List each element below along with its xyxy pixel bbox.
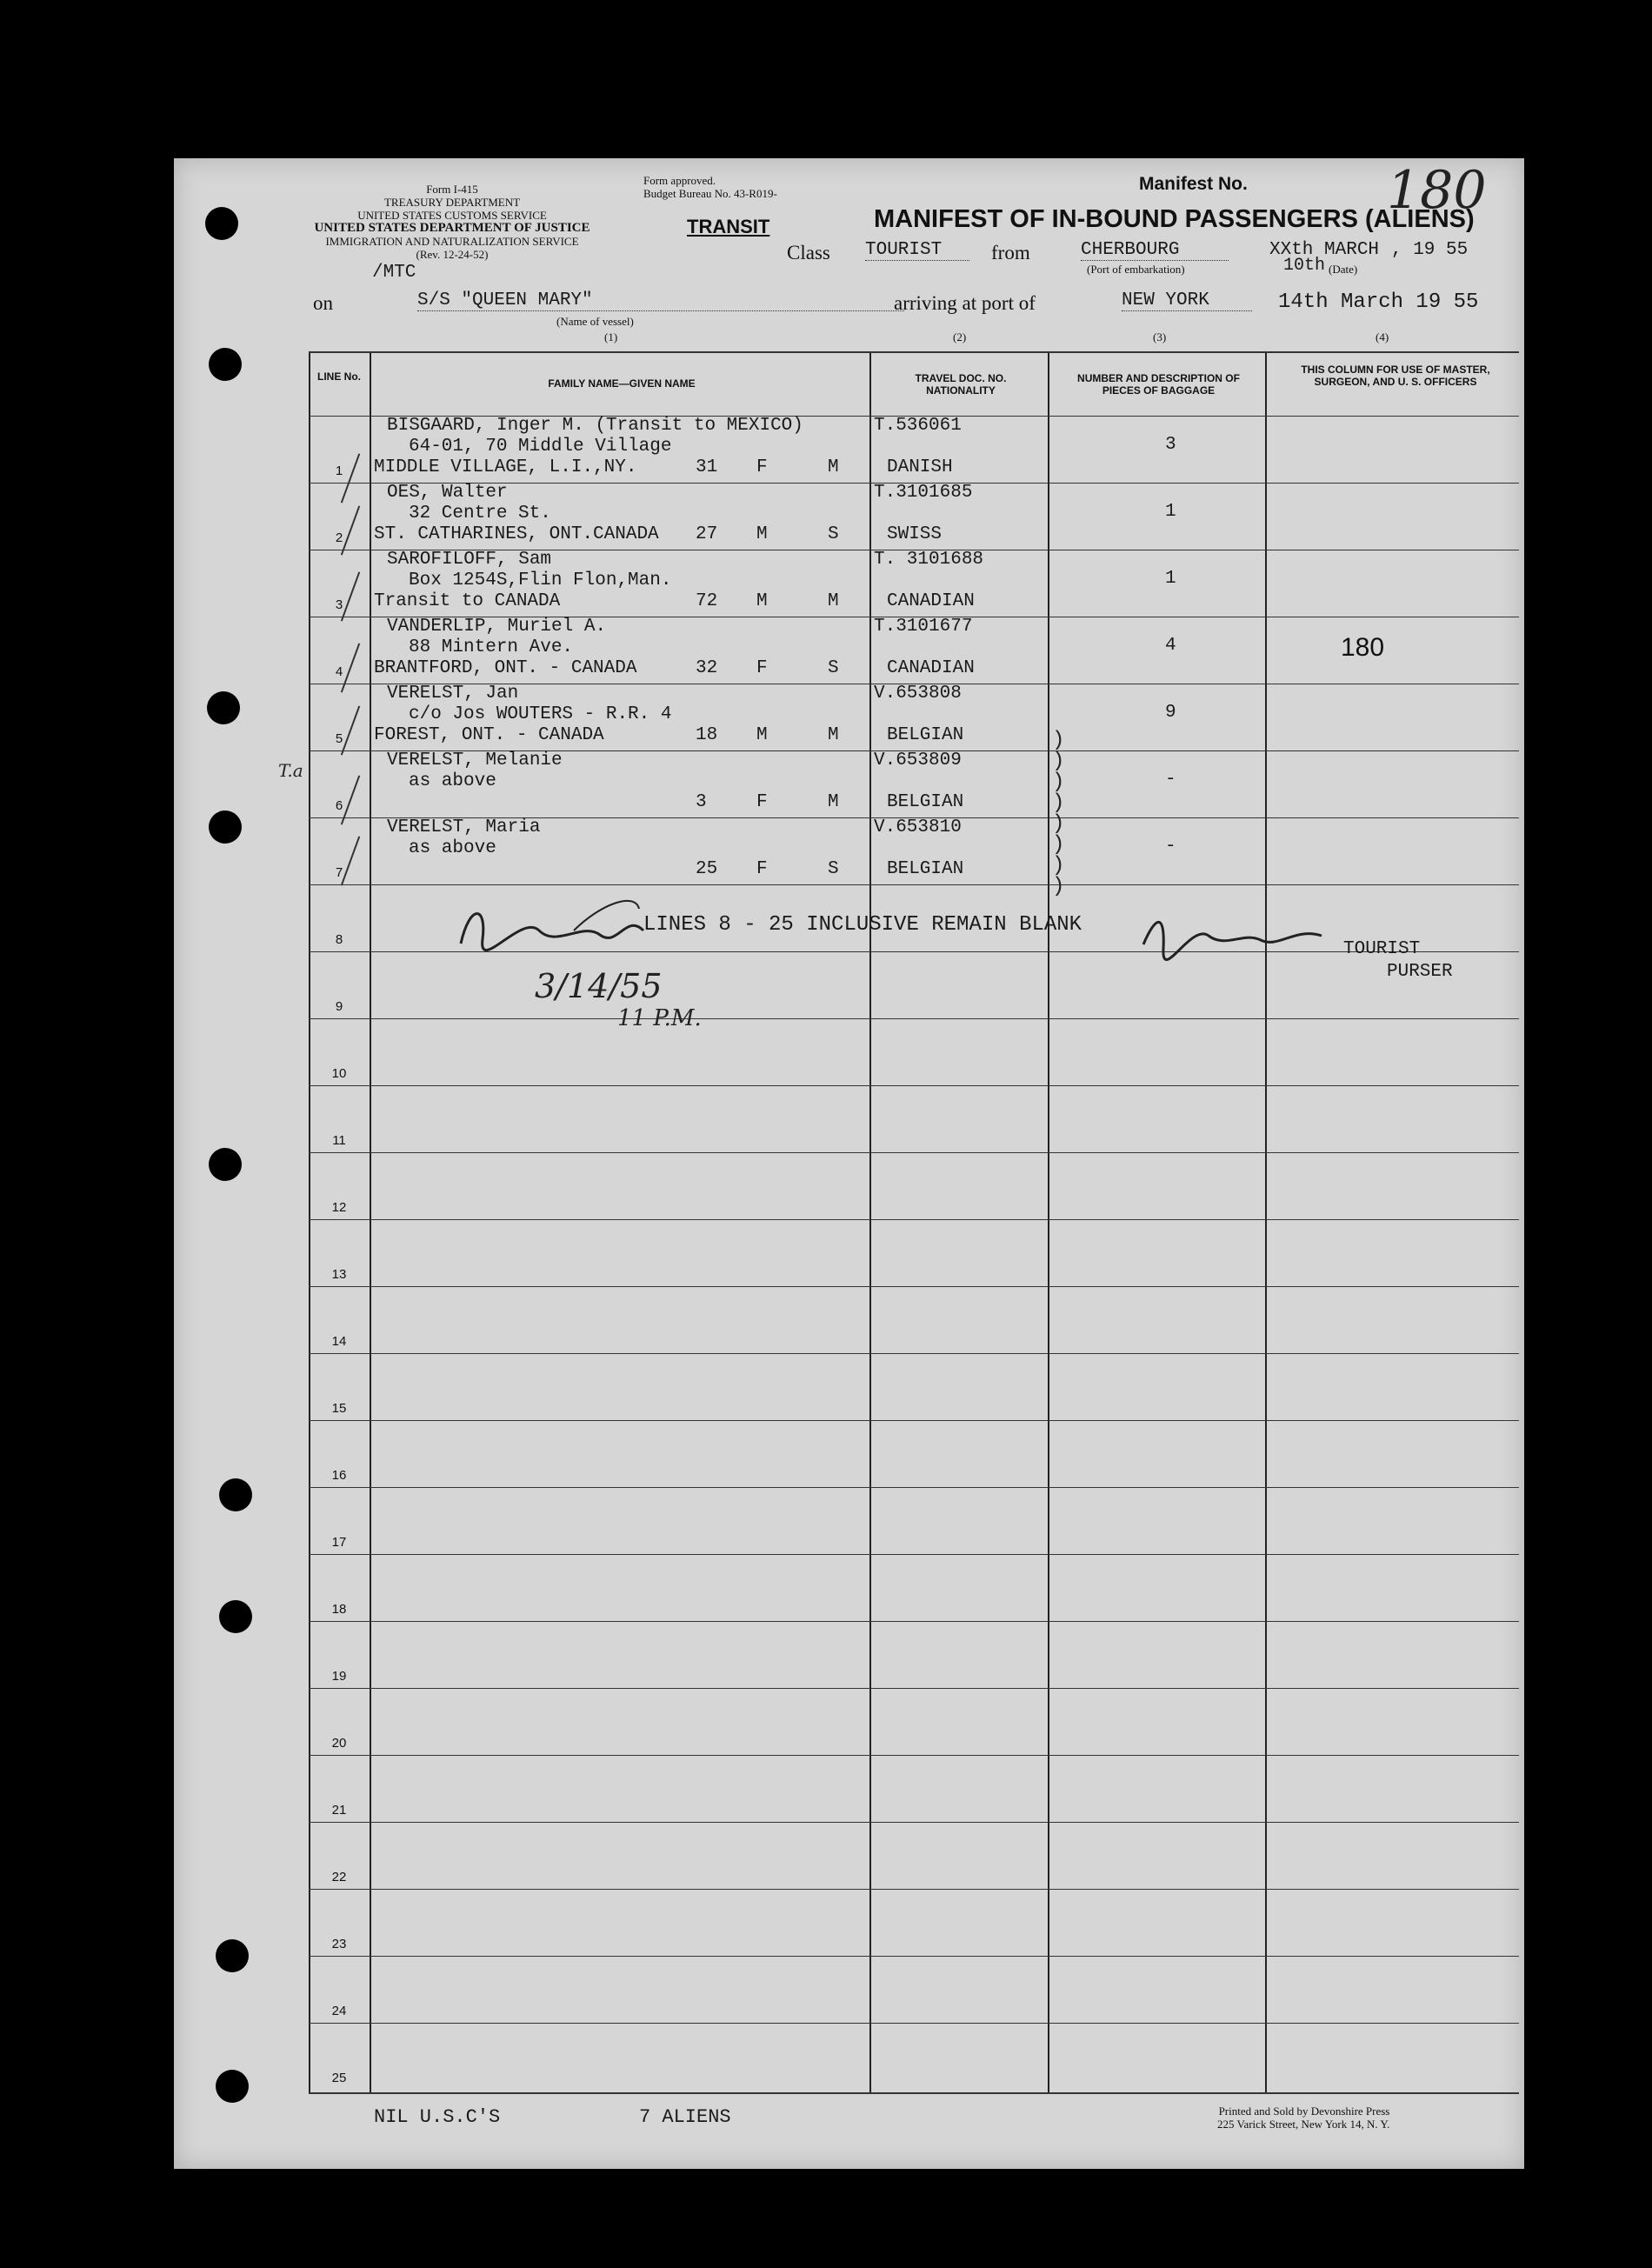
printer-line1: Printed and Sold by Devonshire Press: [1218, 2105, 1390, 2118]
travel-doc-number: V.653810: [874, 817, 962, 837]
passenger-city: BRANTFORD, ONT. - CANADA: [374, 658, 637, 678]
row-rule: [309, 1755, 1519, 1756]
passenger-age: 18: [696, 725, 718, 745]
line-number: 1: [335, 464, 343, 478]
row-rule: [309, 1219, 1519, 1220]
col-header-baggage: NUMBER AND DESCRIPTION OF PIECES OF BAGGAGE: [1077, 372, 1240, 397]
nationality: BELGIAN: [887, 725, 964, 745]
date-year: , 19 55: [1391, 240, 1469, 260]
purser-line2: PURSER: [1387, 962, 1453, 982]
line-number: 4: [335, 664, 343, 679]
manifest-no-value: 180: [1387, 160, 1487, 221]
passenger-sex: F: [756, 859, 768, 879]
manifest-title: MANIFEST OF IN-BOUND PASSENGERS (ALIENS): [874, 205, 1475, 233]
family-brace: ): [1052, 729, 1065, 752]
passenger-name: BISGAARD, Inger M. (Transit to MEXICO): [387, 416, 803, 436]
col4-number: (4): [1376, 330, 1389, 344]
family-brace: ): [1052, 854, 1065, 877]
col2-number: (2): [953, 330, 967, 344]
line-number: 19: [331, 1669, 347, 1684]
punch-hole: [219, 1600, 252, 1633]
customs-service: UNITED STATES CUSTOMS SERVICE: [357, 209, 547, 222]
nationality: DANISH: [887, 457, 953, 477]
row-rule: [309, 1554, 1519, 1555]
line-number: 3: [335, 597, 343, 612]
travel-doc-number: T. 3101688: [874, 550, 984, 570]
travel-doc-number: V.653808: [874, 684, 962, 704]
date-caption: (Date): [1329, 263, 1358, 276]
manifest-no-label: Manifest No.: [1139, 174, 1248, 194]
arrival-port: NEW YORK: [1122, 290, 1252, 311]
printer-credit: [1217, 2105, 1389, 2131]
class-value: TOURIST: [865, 240, 969, 261]
baggage-count: 3: [1165, 435, 1176, 455]
line-number: 15: [331, 1401, 347, 1416]
passenger-marital-status: M: [828, 725, 839, 745]
passenger-city: ST. CATHARINES, ONT.CANADA: [374, 524, 659, 544]
vessel-caption: (Name of vessel): [556, 315, 634, 328]
baggage-count: 1: [1165, 502, 1176, 522]
from-label: from: [991, 242, 1030, 263]
passenger-name: VERELST, Melanie: [387, 750, 563, 770]
row-rule: [309, 1889, 1519, 1890]
nationality: BELGIAN: [887, 859, 964, 879]
margin-annotation: T.a: [278, 760, 303, 781]
line-number: 23: [331, 1937, 347, 1951]
row-rule: [309, 884, 1519, 885]
mtc-mark: /MTC: [372, 263, 416, 283]
line-number: 14: [331, 1334, 347, 1349]
passenger-age: 27: [696, 524, 718, 544]
baggage-count: 9: [1165, 703, 1176, 723]
printer-line2: 225 Varick Street, New York 14, N. Y.: [1217, 2118, 1390, 2131]
nationality: BELGIAN: [887, 792, 964, 812]
table-bottom-border: [309, 2092, 1519, 2094]
port-embarkation-caption: (Port of embarkation): [1087, 263, 1185, 276]
signature-scrawl: [1139, 910, 1330, 962]
family-brace: ): [1052, 812, 1065, 836]
line-number: 11: [332, 1133, 346, 1148]
passenger-marital-status: S: [828, 859, 839, 879]
line-number: 18: [331, 1602, 347, 1617]
baggage-count: -: [1165, 837, 1176, 857]
table-top-border: [309, 351, 1519, 353]
line-number: 6: [335, 798, 343, 813]
form-number: Form I-415: [426, 183, 478, 196]
passenger-sex: F: [756, 658, 768, 678]
purser-signature: [1139, 910, 1330, 966]
passenger-sex: M: [756, 725, 768, 745]
line-number: 13: [331, 1267, 347, 1282]
passenger-city: Transit to CANADA: [374, 591, 561, 611]
passenger-marital-status: M: [828, 792, 839, 812]
transit-label: TRANSIT: [687, 216, 770, 237]
col-header-name: FAMILY NAME—GIVEN NAME: [548, 377, 696, 390]
manifest-table: [309, 351, 1519, 2094]
punch-hole: [216, 1939, 249, 1972]
col-header-officers: THIS COLUMN FOR USE OF MASTER, SURGEON, AND U. S. OFFICERS: [1301, 364, 1490, 388]
line-number: 12: [331, 1200, 347, 1215]
table-column-divider: [869, 351, 871, 2094]
approved-text: Form approved.: [643, 174, 716, 187]
line-number: 2: [335, 530, 343, 545]
revision: (Rev. 12-24-52): [416, 248, 489, 261]
passenger-name: VERELST, Maria: [387, 817, 541, 837]
line-number: 7: [335, 865, 343, 880]
punch-hole: [209, 810, 242, 844]
punch-hole: [219, 1478, 252, 1511]
line-number: 17: [331, 1535, 347, 1550]
passenger-marital-status: M: [828, 591, 839, 611]
treasury-dept: TREASURY DEPARTMENT: [383, 196, 521, 209]
passenger-address: as above: [409, 771, 496, 791]
row-rule: [309, 1688, 1519, 1689]
passenger-name: SAROFILOFF, Sam: [387, 550, 552, 570]
handwritten-time: 11 P.M.: [617, 1005, 702, 1031]
passenger-name: VERELST, Jan: [387, 684, 519, 704]
table-left-border: [309, 351, 310, 2094]
passenger-marital-status: S: [828, 658, 839, 678]
passenger-age: 3: [696, 792, 707, 812]
signature-scrawl: [452, 896, 652, 957]
punch-hole: [205, 207, 238, 240]
ins-service: IMMIGRATION AND NATURALIZATION SERVICE: [325, 235, 579, 248]
form-identification: [313, 183, 591, 261]
class-label: Class: [787, 242, 830, 263]
row-rule: [309, 2023, 1519, 2024]
punch-hole: [207, 691, 240, 724]
baggage-count: -: [1165, 770, 1176, 790]
line-number: 24: [331, 2004, 347, 2018]
passenger-address: as above: [409, 838, 496, 858]
travel-doc-number: T.536061: [874, 416, 962, 436]
footer-nil-usc: NIL U.S.C'S: [374, 2106, 501, 2128]
line-number: 9: [335, 999, 343, 1014]
line-number: 22: [331, 1870, 347, 1884]
travel-doc-number: T.3101685: [874, 483, 973, 503]
remain-blank-note: LINES 8 - 25 INCLUSIVE REMAIN BLANK: [643, 913, 1082, 937]
baggage-count: 1: [1165, 569, 1176, 589]
from-value: CHERBOURG: [1081, 240, 1229, 261]
line-number: 20: [331, 1736, 347, 1751]
punch-hole: [209, 1148, 242, 1181]
passenger-age: 25: [696, 859, 718, 879]
passenger-address: 32 Centre St.: [409, 504, 551, 524]
passenger-address: c/o Jos WOUTERS - R.R. 4: [409, 704, 672, 724]
punch-hole: [209, 348, 242, 381]
passenger-city: MIDDLE VILLAGE, L.I.,NY.: [374, 457, 637, 477]
table-column-divider: [1048, 351, 1049, 2094]
travel-doc-number: V.653809: [874, 750, 962, 770]
passenger-sex: F: [756, 457, 768, 477]
row-rule: [309, 1286, 1519, 1287]
row-rule: [309, 1353, 1519, 1354]
line-number: 8: [335, 932, 343, 947]
row-rule: [309, 1018, 1519, 1019]
passenger-name: VANDERLIP, Muriel A.: [387, 617, 607, 637]
vessel-name: S/S "QUEEN MARY": [417, 290, 904, 311]
passenger-address: Box 1254S,Flin Flon,Man.: [409, 570, 672, 590]
passenger-city: FOREST, ONT. - CANADA: [374, 725, 604, 745]
form-approval: [643, 174, 777, 200]
nationality: SWISS: [887, 524, 943, 544]
officer-note: 180: [1341, 633, 1385, 662]
purser-line1: TOURIST: [1343, 939, 1421, 959]
col1-number: (1): [604, 330, 618, 344]
date-correction: 10th: [1283, 256, 1326, 276]
row-rule: [309, 1956, 1519, 1957]
budget-bureau: Budget Bureau No. 43-R019-: [643, 187, 777, 200]
passenger-marital-status: S: [828, 524, 839, 544]
row-rule: [309, 1621, 1519, 1622]
passenger-age: 31: [696, 457, 718, 477]
travel-doc-number: T.3101677: [874, 617, 973, 637]
family-brace: ): [1052, 750, 1065, 773]
line-number: 16: [331, 1468, 347, 1483]
justice-dept: UNITED STATES DEPARTMENT OF JUSTICE: [314, 221, 590, 235]
family-brace: ): [1052, 791, 1065, 815]
row-rule: [309, 1822, 1519, 1823]
passenger-sex: F: [756, 792, 768, 812]
passenger-name: OES, Walter: [387, 483, 508, 503]
inspector-signature: [452, 896, 652, 968]
punch-hole: [216, 2070, 249, 2103]
passenger-address: 88 Mintern Ave.: [409, 637, 574, 657]
line-number: 10: [331, 1066, 347, 1081]
date-value: XXth MARCH: [1269, 240, 1380, 260]
on-label: on: [313, 292, 333, 314]
row-rule: [309, 1085, 1519, 1086]
family-brace: ): [1052, 770, 1065, 794]
col3-number: (3): [1153, 330, 1167, 344]
passenger-age: 32: [696, 658, 718, 678]
nationality: CANADIAN: [887, 658, 975, 678]
col-header-travel: TRAVEL DOC. NO. NATIONALITY: [915, 372, 1007, 397]
arriving-label: arriving at port of: [894, 292, 1036, 314]
table-column-divider: [1265, 351, 1267, 2094]
row-rule: [309, 1420, 1519, 1421]
col-header-line: LINE No.: [317, 370, 361, 383]
table-column-divider: [370, 351, 371, 2094]
arrival-date: 14th March 19 55: [1278, 290, 1479, 314]
nationality: CANADIAN: [887, 591, 975, 611]
passenger-marital-status: M: [828, 457, 839, 477]
row-rule: [309, 1152, 1519, 1153]
passenger-age: 72: [696, 591, 718, 611]
baggage-count: 4: [1165, 636, 1176, 656]
footer-aliens-count: 7 ALIENS: [639, 2106, 731, 2128]
handwritten-date: 3/14/55: [535, 967, 663, 1005]
line-number: 25: [331, 2071, 347, 2085]
family-brace: ): [1052, 875, 1065, 898]
passenger-address: 64-01, 70 Middle Village: [409, 437, 672, 457]
line-number: 21: [331, 1803, 347, 1818]
family-brace: ): [1052, 833, 1065, 857]
passenger-sex: M: [756, 591, 768, 611]
passenger-sex: M: [756, 524, 768, 544]
row-rule: [309, 1487, 1519, 1488]
line-number: 5: [335, 731, 343, 746]
